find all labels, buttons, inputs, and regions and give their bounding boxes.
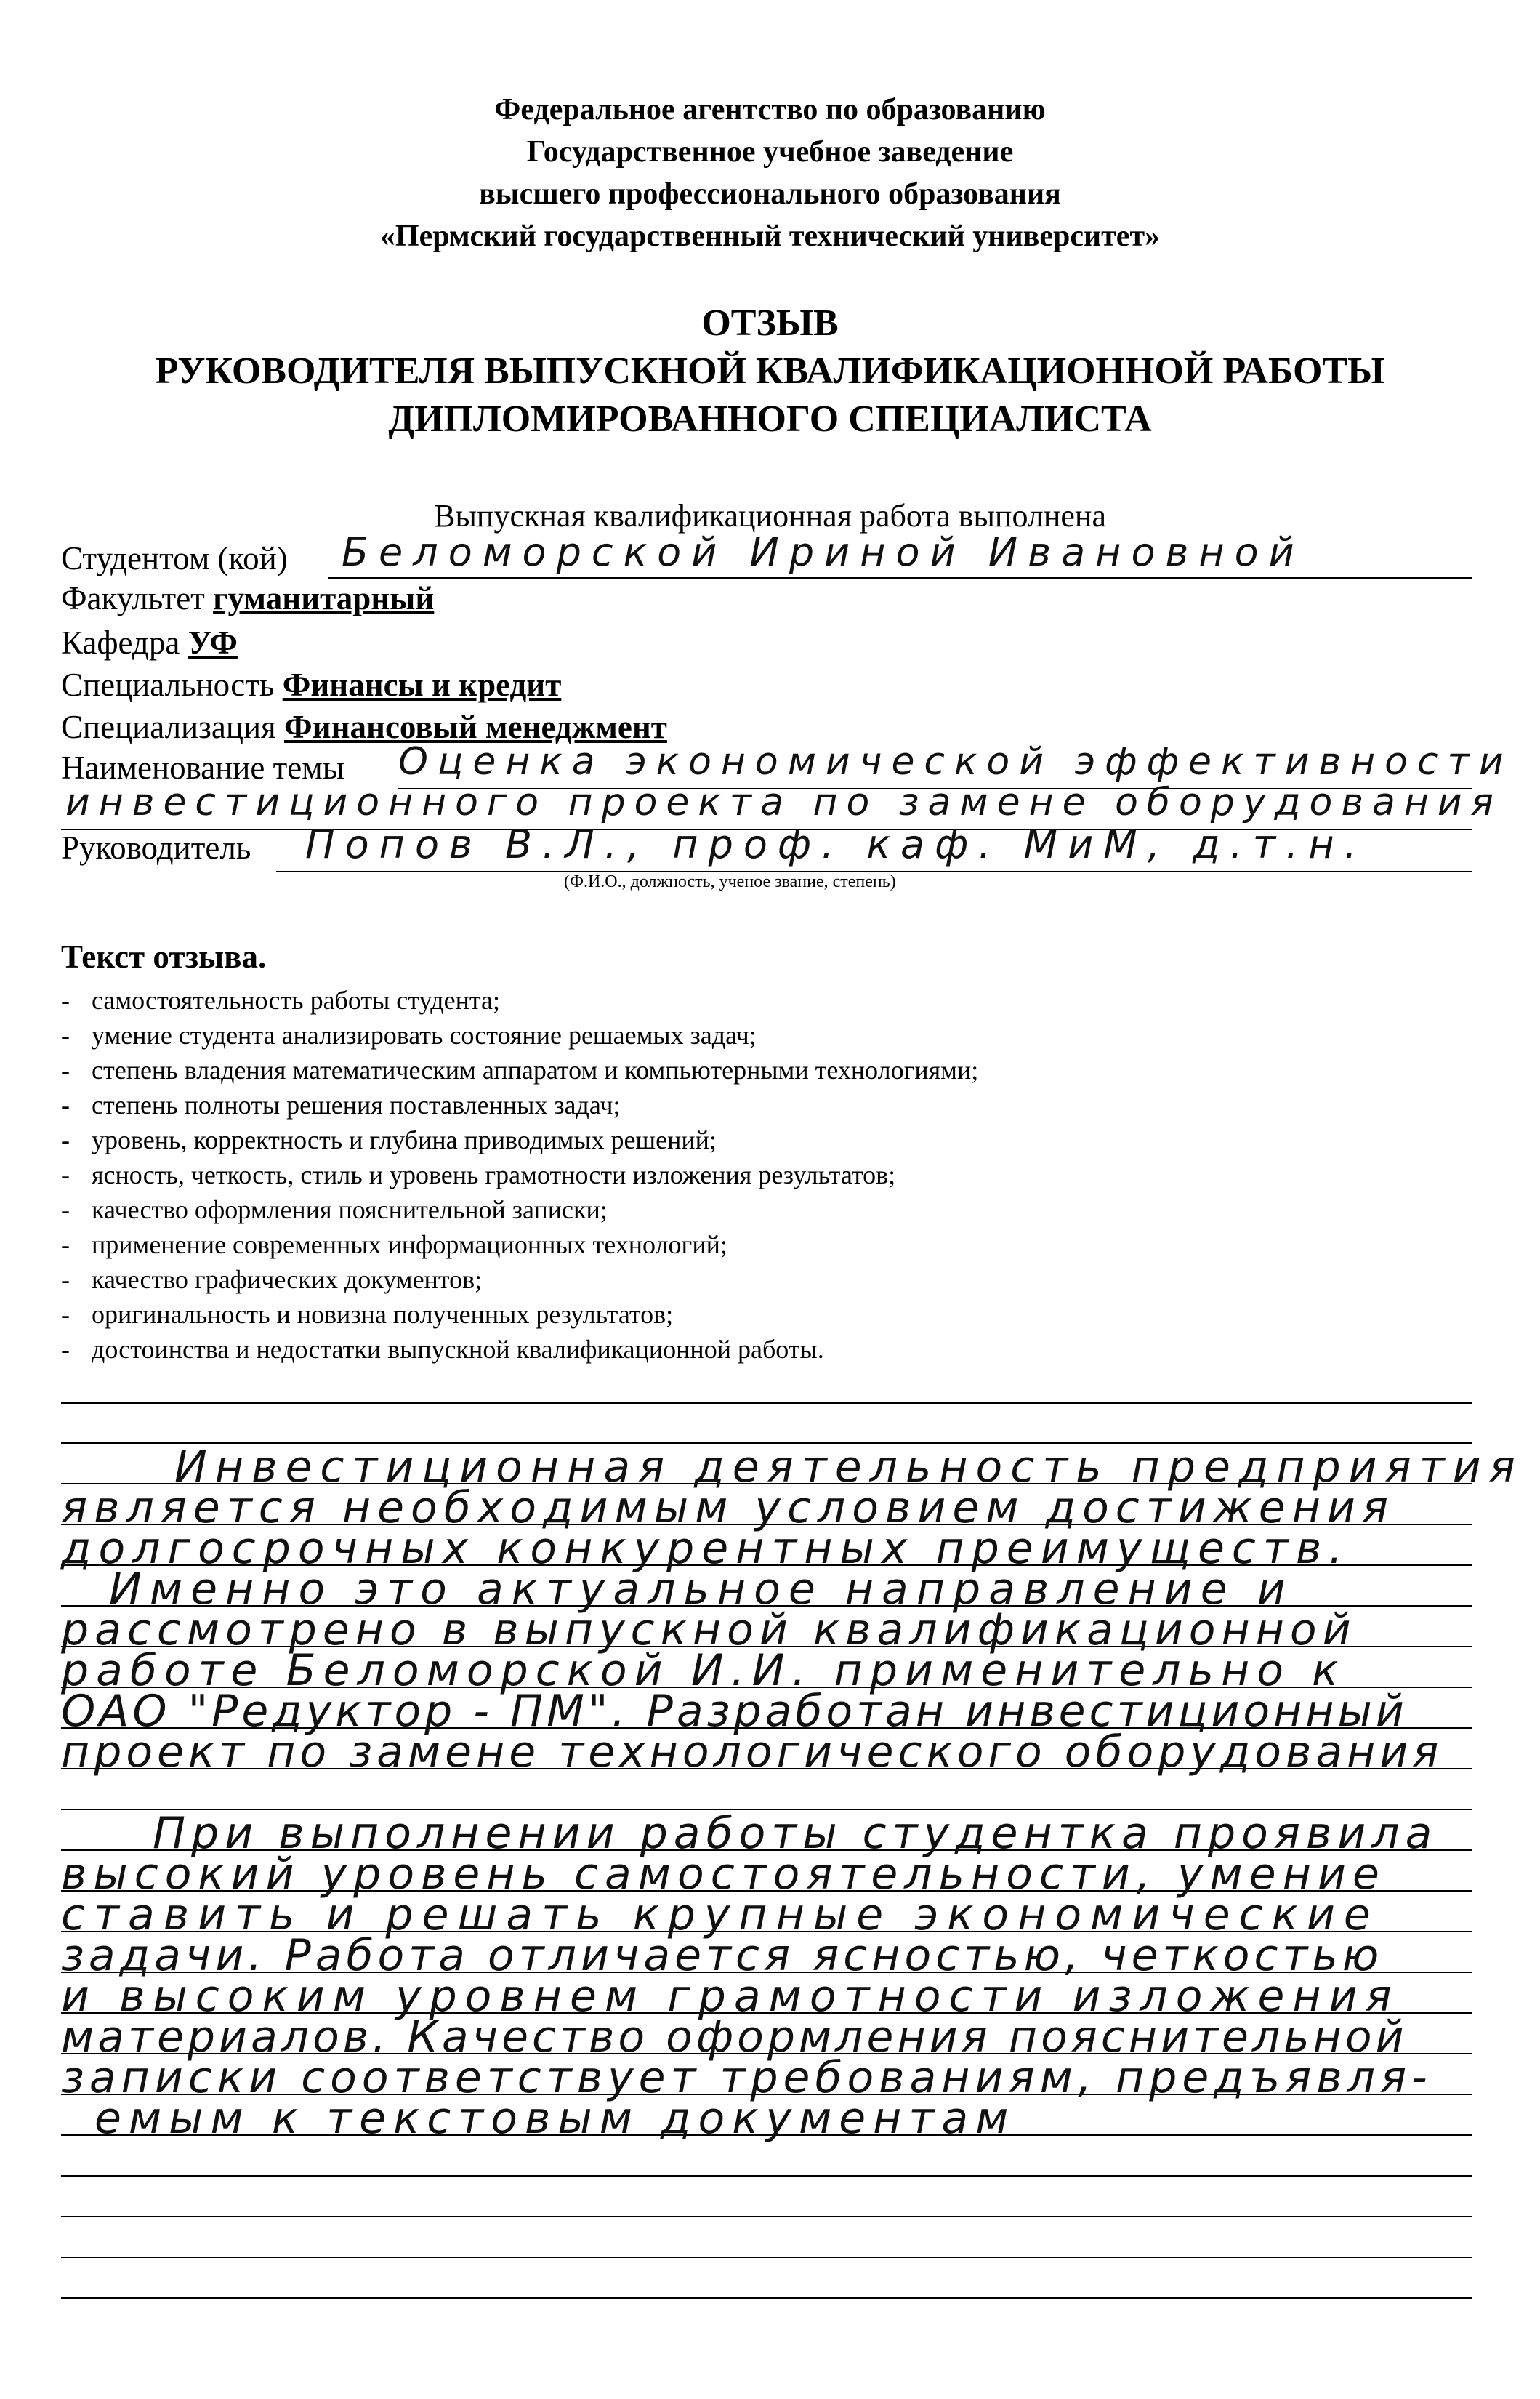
list-item: - оригинальность и новизна полученных результатов;: [61, 1297, 978, 1332]
review-line: При выполнении работы студентка проявила: [153, 1808, 1438, 1859]
review-line: и высоким уровнем грамотности изложения: [61, 1971, 1400, 2022]
ruled-line: [61, 2297, 1472, 2299]
review-line: рассмотрено в выпускной квалификационной: [61, 1604, 1357, 1655]
supervisor-caption: (Ф.И.О., должность, ученое звание, степень): [564, 872, 896, 891]
list-item: - ясность, четкость, стиль и уровень грамотности изложения результатов;: [61, 1157, 978, 1192]
document-title: [0, 300, 1540, 443]
student-value: Беломорской Ириной Ивановной: [342, 529, 1305, 575]
review-line: ОАО "Редуктор - ПМ". Разработан инвестиционный: [61, 1686, 1408, 1737]
list-item: - степень владения математическим аппаратом и компьютерными технологиями;: [61, 1053, 978, 1088]
review-line: проект по замене технологического оборудования: [61, 1727, 1443, 1777]
title-line: ДИПЛОМИРОВАННОГО СПЕЦИАЛИСТА: [388, 398, 1152, 440]
criteria-list: [61, 983, 978, 1367]
list-item: - применение современных информационных технологий;: [61, 1227, 978, 1262]
list-item: - самостоятельность работы студента;: [61, 983, 978, 1018]
student-underline: [328, 577, 1472, 579]
topic-line-2: инвестиционного проекта по замене оборудования: [65, 781, 1502, 824]
organization-header: [0, 89, 1540, 257]
supervisor-label: Руководитель: [61, 829, 251, 866]
ruled-line: [61, 2175, 1472, 2177]
review-line: высокий уровень самостоятельности, умение: [61, 1849, 1386, 1900]
student-label: Студентом (кой): [61, 540, 288, 576]
topic-label: Наименование темы: [61, 750, 344, 786]
header-line: «Пермский государственный технический университет»: [379, 220, 1161, 253]
topic-line-1: Оценка экономической эффективности: [398, 740, 1513, 784]
review-line: Именно это актуальное направление и: [109, 1564, 1294, 1615]
title-line: ОТЗЫВ: [701, 302, 839, 344]
review-line: Инвестиционная деятельность предприятия: [174, 1442, 1523, 1492]
specialization-label: Специализация: [61, 709, 276, 745]
list-item: - достоинства и недостатки выпускной квалификационной работы.: [61, 1332, 978, 1367]
list-item: - умение студента анализировать состояние решаемых задач;: [61, 1018, 978, 1053]
faculty-value: гуманитарный: [213, 580, 435, 616]
specialty-label: Специальность: [61, 667, 275, 703]
intro-text: Выпускная квалификационная работа выполнена: [434, 498, 1106, 534]
ruled-line: [61, 1402, 1472, 1404]
specialty-value: Финансы и кредит: [282, 667, 562, 703]
ruled-line: [61, 2257, 1472, 2258]
review-line: емым к текстовым документам: [94, 2093, 1016, 2144]
header-line: Федеральное агентство по образованию: [494, 93, 1046, 126]
faculty-row: [61, 579, 434, 617]
list-item: - качество графических документов;: [61, 1262, 978, 1297]
ruled-line: [61, 2216, 1472, 2217]
specialization-value: Финансовый менеджмент: [284, 709, 667, 745]
review-line: является необходимым условием достижения: [61, 1482, 1395, 1533]
review-line: материалов. Качество оформления пояснительной: [61, 2012, 1408, 2062]
review-title: Текст отзыва.: [61, 939, 267, 975]
review-line: ставить и решать крупные экономические: [61, 1889, 1379, 1940]
review-line: записки соответствует требованиям, предъявля-: [61, 2052, 1432, 2103]
list-item: - уровень, корректность и глубина приводимых решений;: [61, 1122, 978, 1157]
review-line: задачи. Работа отличается ясностью, четкостью: [61, 1930, 1384, 1981]
list-item: - степень полноты решения поставленных задач;: [61, 1088, 978, 1122]
title-line: РУКОВОДИТЕЛЯ ВЫПУСКНОЙ КВАЛИФИКАЦИОННОЙ РАБОТЫ: [155, 350, 1385, 392]
specialty-row: [61, 666, 561, 704]
department-label: Кафедра: [61, 624, 180, 661]
review-line: долгосрочных конкурентных преимуществ.: [61, 1523, 1350, 1574]
list-item: - качество оформления пояснительной записки;: [61, 1192, 978, 1227]
department-row: [61, 624, 238, 662]
review-line: работе Беломорской И.И. применительно к: [61, 1645, 1346, 1696]
header-line: высшего профессионального образования: [479, 177, 1061, 211]
header-line: Государственное учебное заведение: [526, 135, 1014, 169]
supervisor-value: Попов В.Л., проф. каф. МиМ, д.т.н.: [305, 821, 1367, 867]
department-value: УФ: [188, 624, 238, 661]
faculty-label: Факультет: [61, 580, 205, 616]
